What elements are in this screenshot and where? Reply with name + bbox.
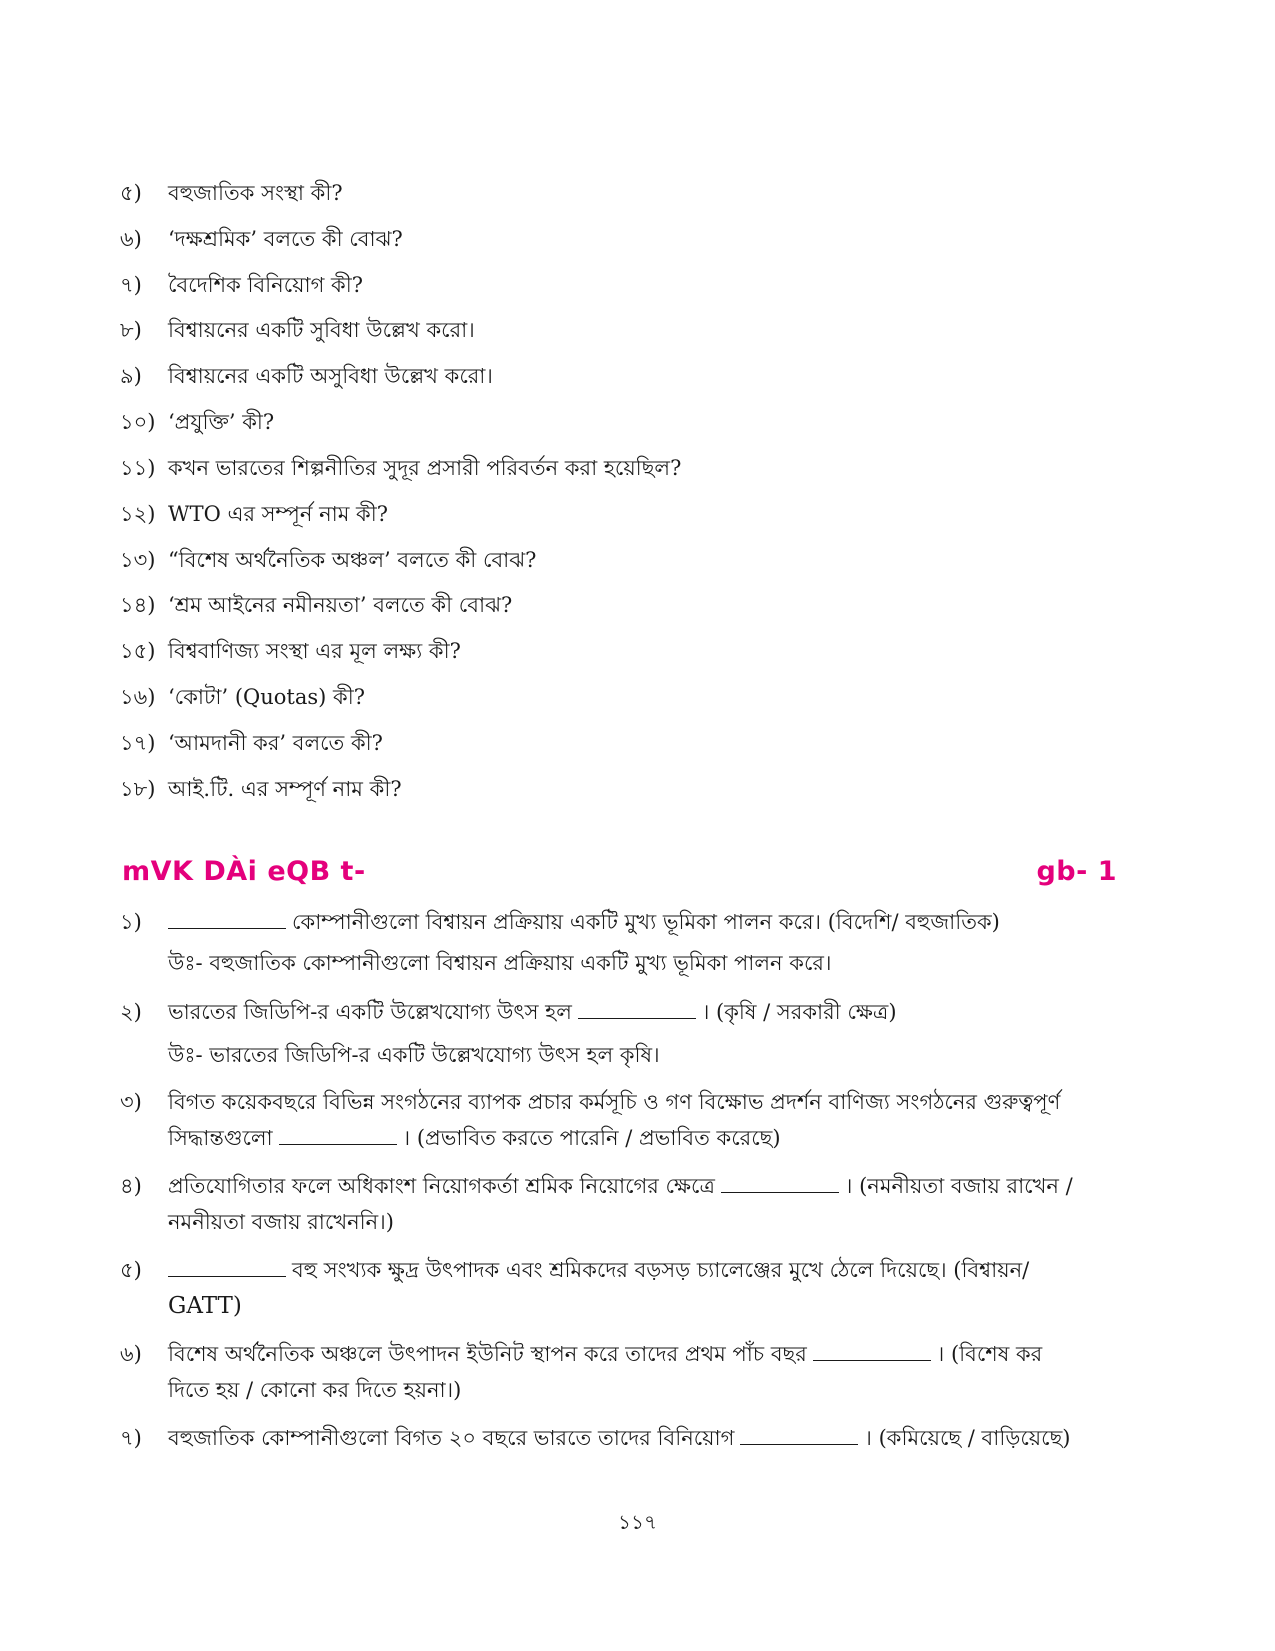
item-number: ২) — [120, 1000, 142, 1024]
question-number: ৮) — [120, 318, 142, 342]
item-text-line2: GATT) — [168, 1293, 242, 1319]
question-item — [120, 315, 475, 345]
question-number: ৬) — [120, 227, 142, 251]
blank-line — [578, 1000, 696, 1019]
item-text-after: । (প্রভাবিত করতে পারেনি / প্রভাবিত করেছে) — [402, 1126, 781, 1150]
question-item — [120, 499, 388, 529]
fill-blank-item — [120, 1420, 1120, 1456]
fill-blank-item — [120, 1252, 1120, 1324]
blank-line — [740, 1426, 858, 1445]
question-item — [120, 453, 681, 483]
blank-line — [279, 1126, 397, 1145]
item-number: ৭) — [120, 1426, 142, 1450]
item-text-before: সিদ্ধান্তগুলো — [168, 1126, 273, 1150]
question-item — [120, 178, 343, 208]
item-text-after: । (বিশেষ কর — [936, 1342, 1043, 1366]
question-item — [120, 682, 365, 712]
item-number: ৪) — [120, 1174, 142, 1198]
answer-text: উঃ- বহুজাতিক কোম্পানীগুলো বিশ্বায়ন প্রক্রিয়ায় একটি মুখ্য ভূমিকা পালন করে। — [168, 951, 832, 975]
item-text-before: প্রতিযোগিতার ফলে অধিকাংশ নিয়োগকর্তা শ্রমিক নিয়োগের ক্ষেত্রে — [168, 1174, 715, 1198]
question-number: ১৭) — [120, 731, 156, 755]
question-number: ৯) — [120, 364, 142, 388]
question-text: বিশ্ববাণিজ্য সংস্থা এর মূল লক্ষ্য কী? — [168, 639, 461, 663]
question-number: ৭) — [120, 273, 142, 297]
fill-blank-item — [120, 904, 1120, 940]
item-text-after: । (নমনীয়তা বজায় রাখেন / — [844, 1174, 1073, 1198]
question-item — [120, 774, 402, 804]
question-number: ১১) — [120, 456, 156, 480]
question-number: ১৬) — [120, 685, 156, 709]
item-number: ১) — [120, 910, 142, 934]
question-item — [120, 728, 383, 758]
section-page-ref: gb- 1 — [1036, 856, 1117, 887]
question-text: বিশ্বায়নের একটি অসুবিধা উল্লেখ করো। — [168, 364, 493, 388]
section-header — [122, 856, 1117, 896]
question-item — [120, 361, 493, 391]
item-text-after: বহু সংখ্যক ক্ষুদ্র উৎপাদক এবং শ্রমিকদের বড়সড় চ্যালেঞ্জের মুখে ঠেলে দিয়েছে। (বিশ্বায়ন/ — [292, 1258, 1030, 1282]
question-text: ‘শ্রম আইনের নমীনয়তা’ বলতে কী বোঝ? — [168, 593, 513, 617]
item-text-after: । (কৃষি / সরকারী ক্ষেত্র) — [701, 1000, 897, 1024]
item-text-after: । (কমিয়েছে / বাড়িয়েছে) — [864, 1426, 1071, 1450]
question-text: ‘কোটা’ (Quotas) কী? — [168, 685, 365, 709]
question-number: ১৩) — [120, 548, 156, 572]
item-number: ৫) — [120, 1258, 142, 1282]
fill-blank-item — [120, 1336, 1120, 1408]
question-text: বহুজাতিক সংস্থা কী? — [168, 181, 343, 205]
item-text-before: বহুজাতিক কোম্পানীগুলো বিগত ২০ বছরে ভারতে তাদের বিনিয়োগ — [168, 1426, 735, 1450]
question-item — [120, 636, 461, 666]
question-item — [120, 270, 363, 300]
item-text-line1: বিগত কয়েকবছরে বিভিন্ন সংগঠনের ব্যাপক প্রচার কর্মসূচি ও গণ বিক্ষোভ প্রদর্শন বাণিজ্য সংগঠনের গুরুত্বপূর্ণ — [168, 1090, 1061, 1114]
item-number: ৩) — [120, 1090, 142, 1114]
question-text: WTO এর সম্পূর্ন নাম কী? — [168, 502, 389, 526]
fill-blank-item — [120, 1084, 1120, 1156]
question-text: বৈদেশিক বিনিয়োগ কী? — [168, 273, 363, 297]
page-number: ১১৭ — [618, 1510, 657, 1534]
blank-line — [168, 1258, 286, 1277]
item-text-line2: নমনীয়তা বজায় রাখেননি।) — [168, 1210, 394, 1234]
item-text-before: ভারতের জিডিপি-র একটি উল্লেখযোগ্য উৎস হল — [168, 1000, 572, 1024]
item-text-before: বিশেষ অর্থনৈতিক অঞ্চলে উৎপাদন ইউনিট স্থাপন করে তাদের প্রথম পাঁচ বছর — [168, 1342, 807, 1366]
blank-line — [721, 1174, 839, 1193]
blank-line — [168, 910, 286, 929]
fill-blank-item — [120, 994, 1120, 1030]
question-item — [120, 590, 512, 620]
question-number: ১৪) — [120, 593, 156, 617]
question-text: ‘আমদানী কর’ বলতে কী? — [168, 731, 383, 755]
question-number: ১২) — [120, 502, 156, 526]
question-item — [120, 224, 403, 254]
item-text-line2: দিতে হয় / কোনো কর দিতে হয়না।) — [168, 1378, 462, 1402]
question-text: কখন ভারতের শিল্পনীতির সুদূর প্রসারী পরিবর্তন করা হয়েছিল? — [168, 456, 682, 480]
question-text: ‘দক্ষশ্রমিক’ বলতে কী বোঝ? — [168, 227, 403, 251]
item-number: ৬) — [120, 1342, 142, 1366]
section-title: mVK DÀi eQB t- — [122, 856, 366, 887]
item-text-after: কোম্পানীগুলো বিশ্বায়ন প্রক্রিয়ায় একটি মুখ্য ভূমিকা পালন করে। (বিদেশি/ বহুজাতিক) — [292, 910, 1000, 934]
fill-blank-item — [120, 1168, 1120, 1240]
question-text: “বিশেষ অর্থনৈতিক অঞ্চল’ বলতে কী বোঝ? — [168, 548, 537, 572]
question-number: ১৮) — [120, 777, 156, 801]
question-item — [120, 407, 274, 437]
question-number: ১৫) — [120, 639, 156, 663]
blank-line — [813, 1342, 931, 1361]
question-text: বিশ্বায়নের একটি সুবিধা উল্লেখ করো। — [168, 318, 475, 342]
question-text: ‘প্রযুক্তি’ কী? — [168, 410, 275, 434]
question-number: ১০) — [120, 410, 156, 434]
question-text: আই.টি. এর সম্পূর্ণ নাম কী? — [168, 777, 402, 801]
question-item — [120, 545, 536, 575]
question-number: ৫) — [120, 181, 142, 205]
answer-text: উঃ- ভারতের জিডিপি-র একটি উল্লেখযোগ্য উৎস হল কৃষি। — [168, 1043, 660, 1067]
